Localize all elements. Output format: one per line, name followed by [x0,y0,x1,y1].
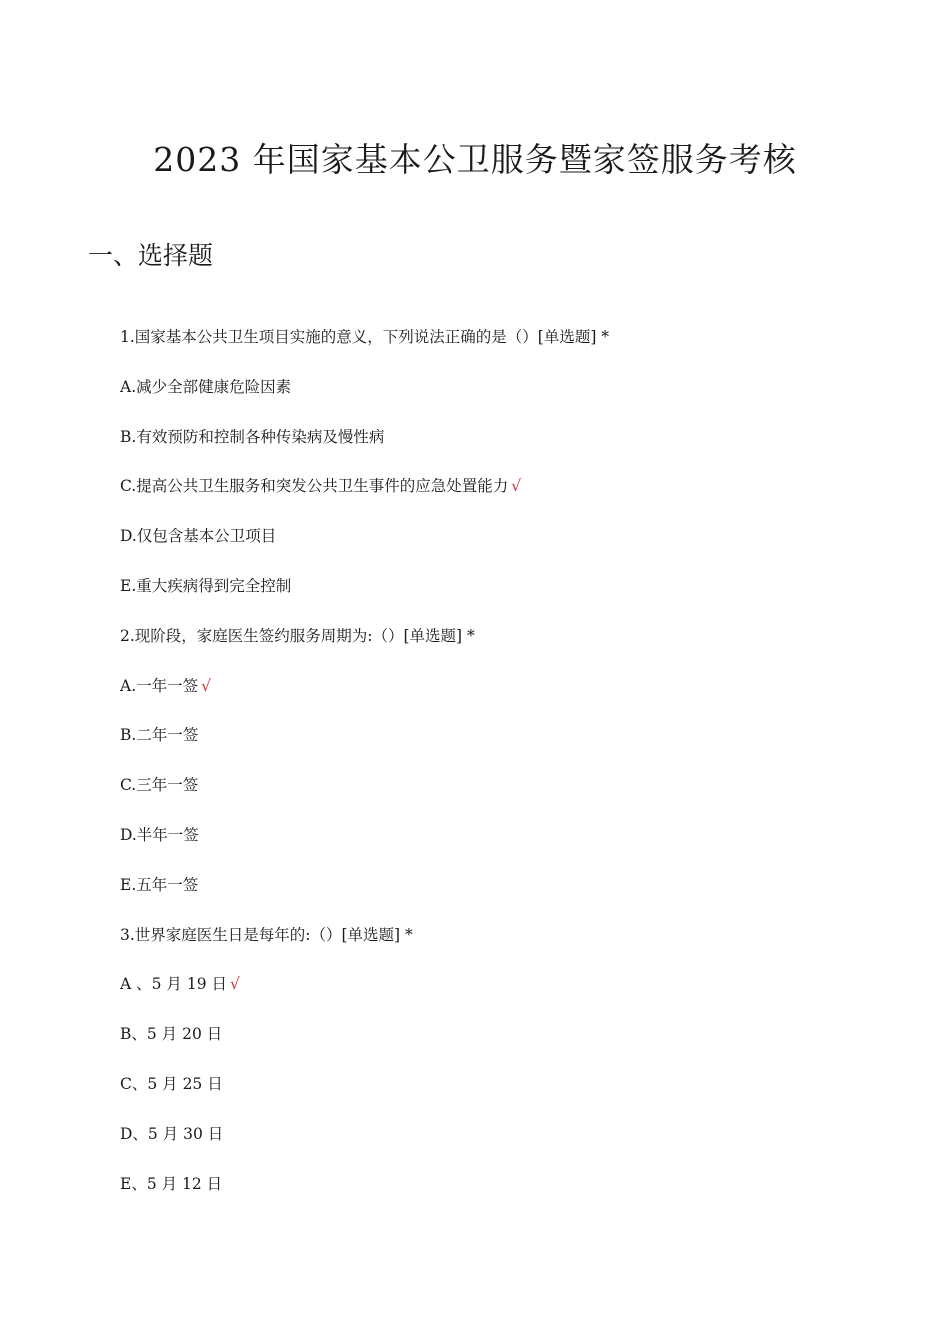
question-stem: 2.现阶段，家庭医生签约服务周期为:（）[单选题] * [120,626,475,645]
section-heading: 一、选择题 [88,241,214,270]
answer-option [120,721,920,771]
answer-option [120,572,920,622]
answer-option [120,1120,920,1170]
answer-option [120,522,920,572]
answer-option [120,871,920,921]
answer-option [120,771,920,821]
option-text: D.半年一签 [120,825,199,844]
option-text: E.重大疾病得到完全控制 [120,576,292,595]
answer-option [120,672,920,722]
option-text: E.五年一签 [120,875,199,894]
answer-option [120,821,920,871]
answer-option [120,373,920,423]
option-text: C、5 月 25 日 [120,1074,223,1093]
answer-option [120,472,920,522]
question-list [120,323,920,1219]
check-mark-icon: √ [230,975,240,994]
option-text: B、5 月 20 日 [120,1025,223,1044]
option-text: A.减少全部健康危险因素 [120,377,292,396]
option-text: C.提高公共卫生服务和突发公共卫生事件的应急处置能力 [120,477,509,496]
option-text: A.一年一签 [120,676,199,695]
answer-option [120,970,920,1020]
check-mark-icon: √ [201,676,212,695]
page-title: 2023 年国家基本公卫服务暨家签服务考核 [153,140,797,179]
option-text: B.二年一签 [120,726,199,745]
answer-option [120,1070,920,1120]
option-text: A 、5 月 19 日 [120,975,227,994]
answer-option [120,1170,920,1220]
question-stem: 3.世界家庭医生日是每年的:（）[单选题] * [120,925,413,944]
option-text: D.仅包含基本公卫项目 [120,527,277,546]
option-text: D、5 月 30 日 [120,1124,224,1143]
answer-option [120,423,920,473]
option-text: E、5 月 12 日 [120,1174,223,1193]
option-text: C.三年一签 [120,776,199,795]
answer-option [120,1020,920,1070]
check-mark-icon: √ [511,477,522,496]
question-stem: 1.国家基本公共卫生项目实施的意义，下列说法正确的是（）[单选题] * [120,328,610,346]
option-text: B.有效预防和控制各种传染病及慢性病 [120,427,385,446]
